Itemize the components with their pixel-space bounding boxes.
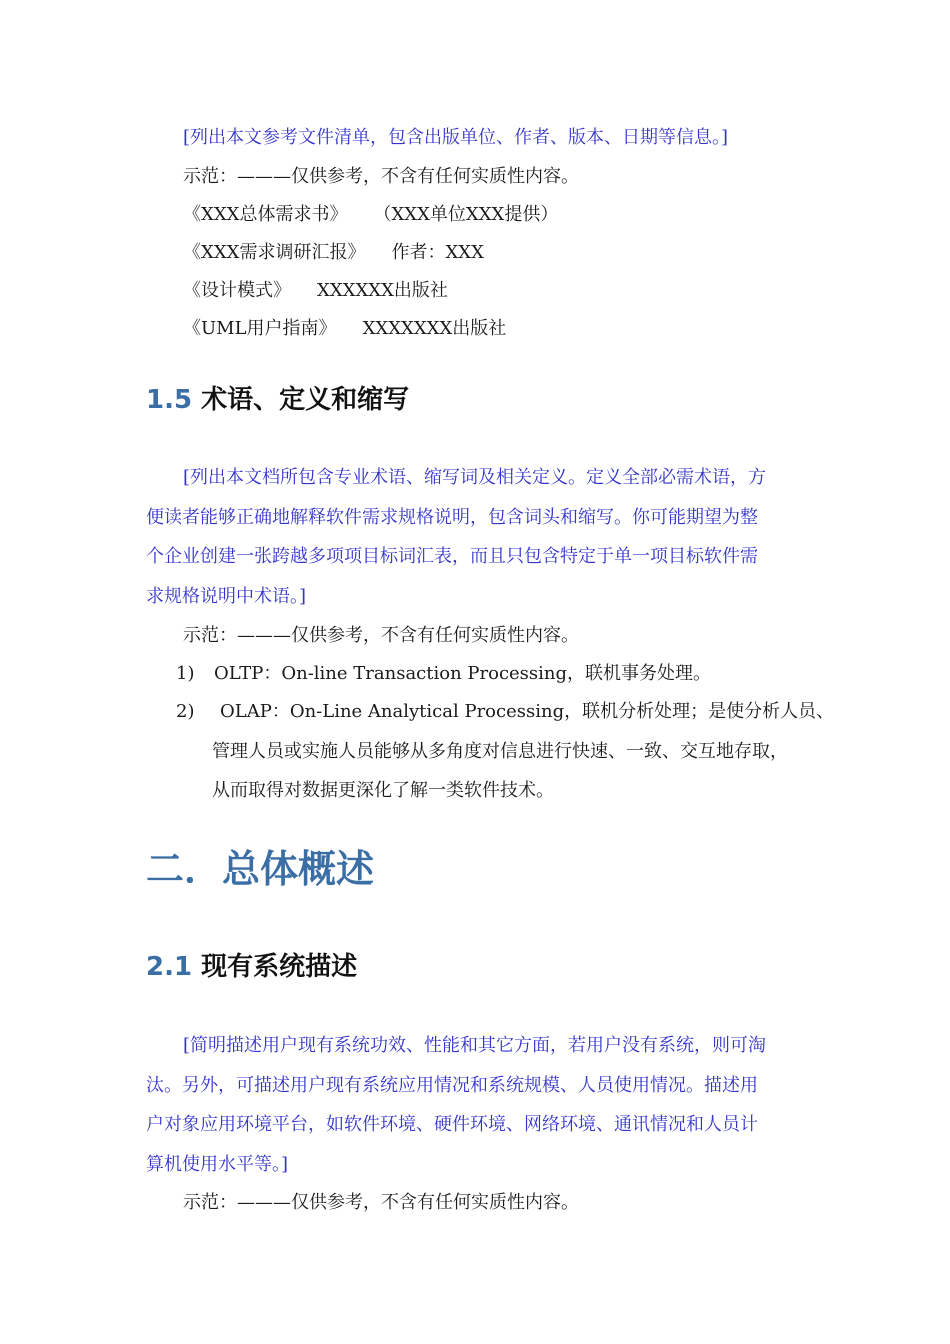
paragraph-line: 便读者能够正确地解释软件需求规格说明，包含词头和缩写。你可能期望为整 [146, 506, 758, 528]
reference-info: XXXXXX出版社 [317, 280, 448, 301]
reference-info: XXXXXXX出版社 [362, 318, 507, 339]
reference-item [183, 279, 448, 303]
section-number: 1.5 [146, 385, 193, 415]
reference-title: 《XXX需求调研汇报》 [183, 242, 366, 263]
list-number: 1) [176, 663, 195, 684]
list-item [176, 700, 834, 724]
reference-info: 作者：XXX [391, 242, 484, 263]
list-text: OLTP：On-line Transaction Processing，联机事务处理。 [214, 663, 712, 684]
chapter-heading-2: 二．总体概述 [146, 847, 375, 891]
list-number: 2) [176, 701, 195, 722]
paragraph-line: 汰。另外，可描述用户现有系统应用情况和系统规模、人员使用情况。描述用 [146, 1074, 758, 1096]
section-title: 现有系统描述 [201, 952, 358, 982]
reference-item [183, 317, 506, 341]
references-example-note: 示范：———仅供参考，不含有任何实质性内容。 [183, 166, 579, 187]
terms-example-note: 示范：———仅供参考，不含有任何实质性内容。 [183, 625, 579, 646]
paragraph-line: 户对象应用环境平台，如软件环境、硬件环境、网络环境、通讯情况和人员计 [146, 1114, 758, 1135]
list-text-continued: 从而取得对数据更深化了解一类软件技术。 [212, 780, 554, 801]
reference-title: 《设计模式》 [183, 280, 291, 301]
list-text-continued: 管理人员或实施人员能够从多角度对信息进行快速、一致、交互地存取， [212, 741, 788, 762]
existing-system-example-note: 示范：———仅供参考，不含有任何实质性内容。 [183, 1192, 579, 1213]
paragraph-line: 求规格说明中术语。] [146, 585, 307, 607]
section-heading-1-5 [146, 384, 409, 416]
reference-item [183, 203, 558, 227]
list-text: OLAP：On-Line Analytical Processing，联机分析处理；是使分析人员、 [220, 701, 835, 722]
section-number: 2.1 [146, 952, 193, 982]
reference-info: （XXX单位XXX提供） [373, 204, 559, 225]
paragraph-line: [列出本文档所包含专业术语、缩写词及相关定义。定义全部必需术语，方 [183, 467, 767, 488]
reference-item [183, 241, 484, 265]
reference-title: 《XXX总体需求书》 [183, 204, 348, 225]
section-title: 术语、定义和缩写 [201, 385, 410, 415]
paragraph-line: [简明描述用户现有系统功效、性能和其它方面，若用户没有系统，则可淘 [183, 1035, 767, 1056]
list-item [176, 662, 711, 686]
existing-system-paragraph [146, 1026, 816, 1184]
paragraph-line: 个企业创建一张跨越多项项目标词汇表，而且只包含特定于单一项目标软件需 [146, 546, 758, 567]
section-heading-2-1 [146, 951, 357, 983]
references-intro: [列出本文参考文件清单，包含出版单位、作者、版本、日期等信息。] [183, 127, 729, 148]
reference-title: 《UML用户指南》 [183, 318, 337, 339]
terms-intro-paragraph [146, 458, 816, 616]
paragraph-line: 算机使用水平等。] [146, 1153, 289, 1175]
